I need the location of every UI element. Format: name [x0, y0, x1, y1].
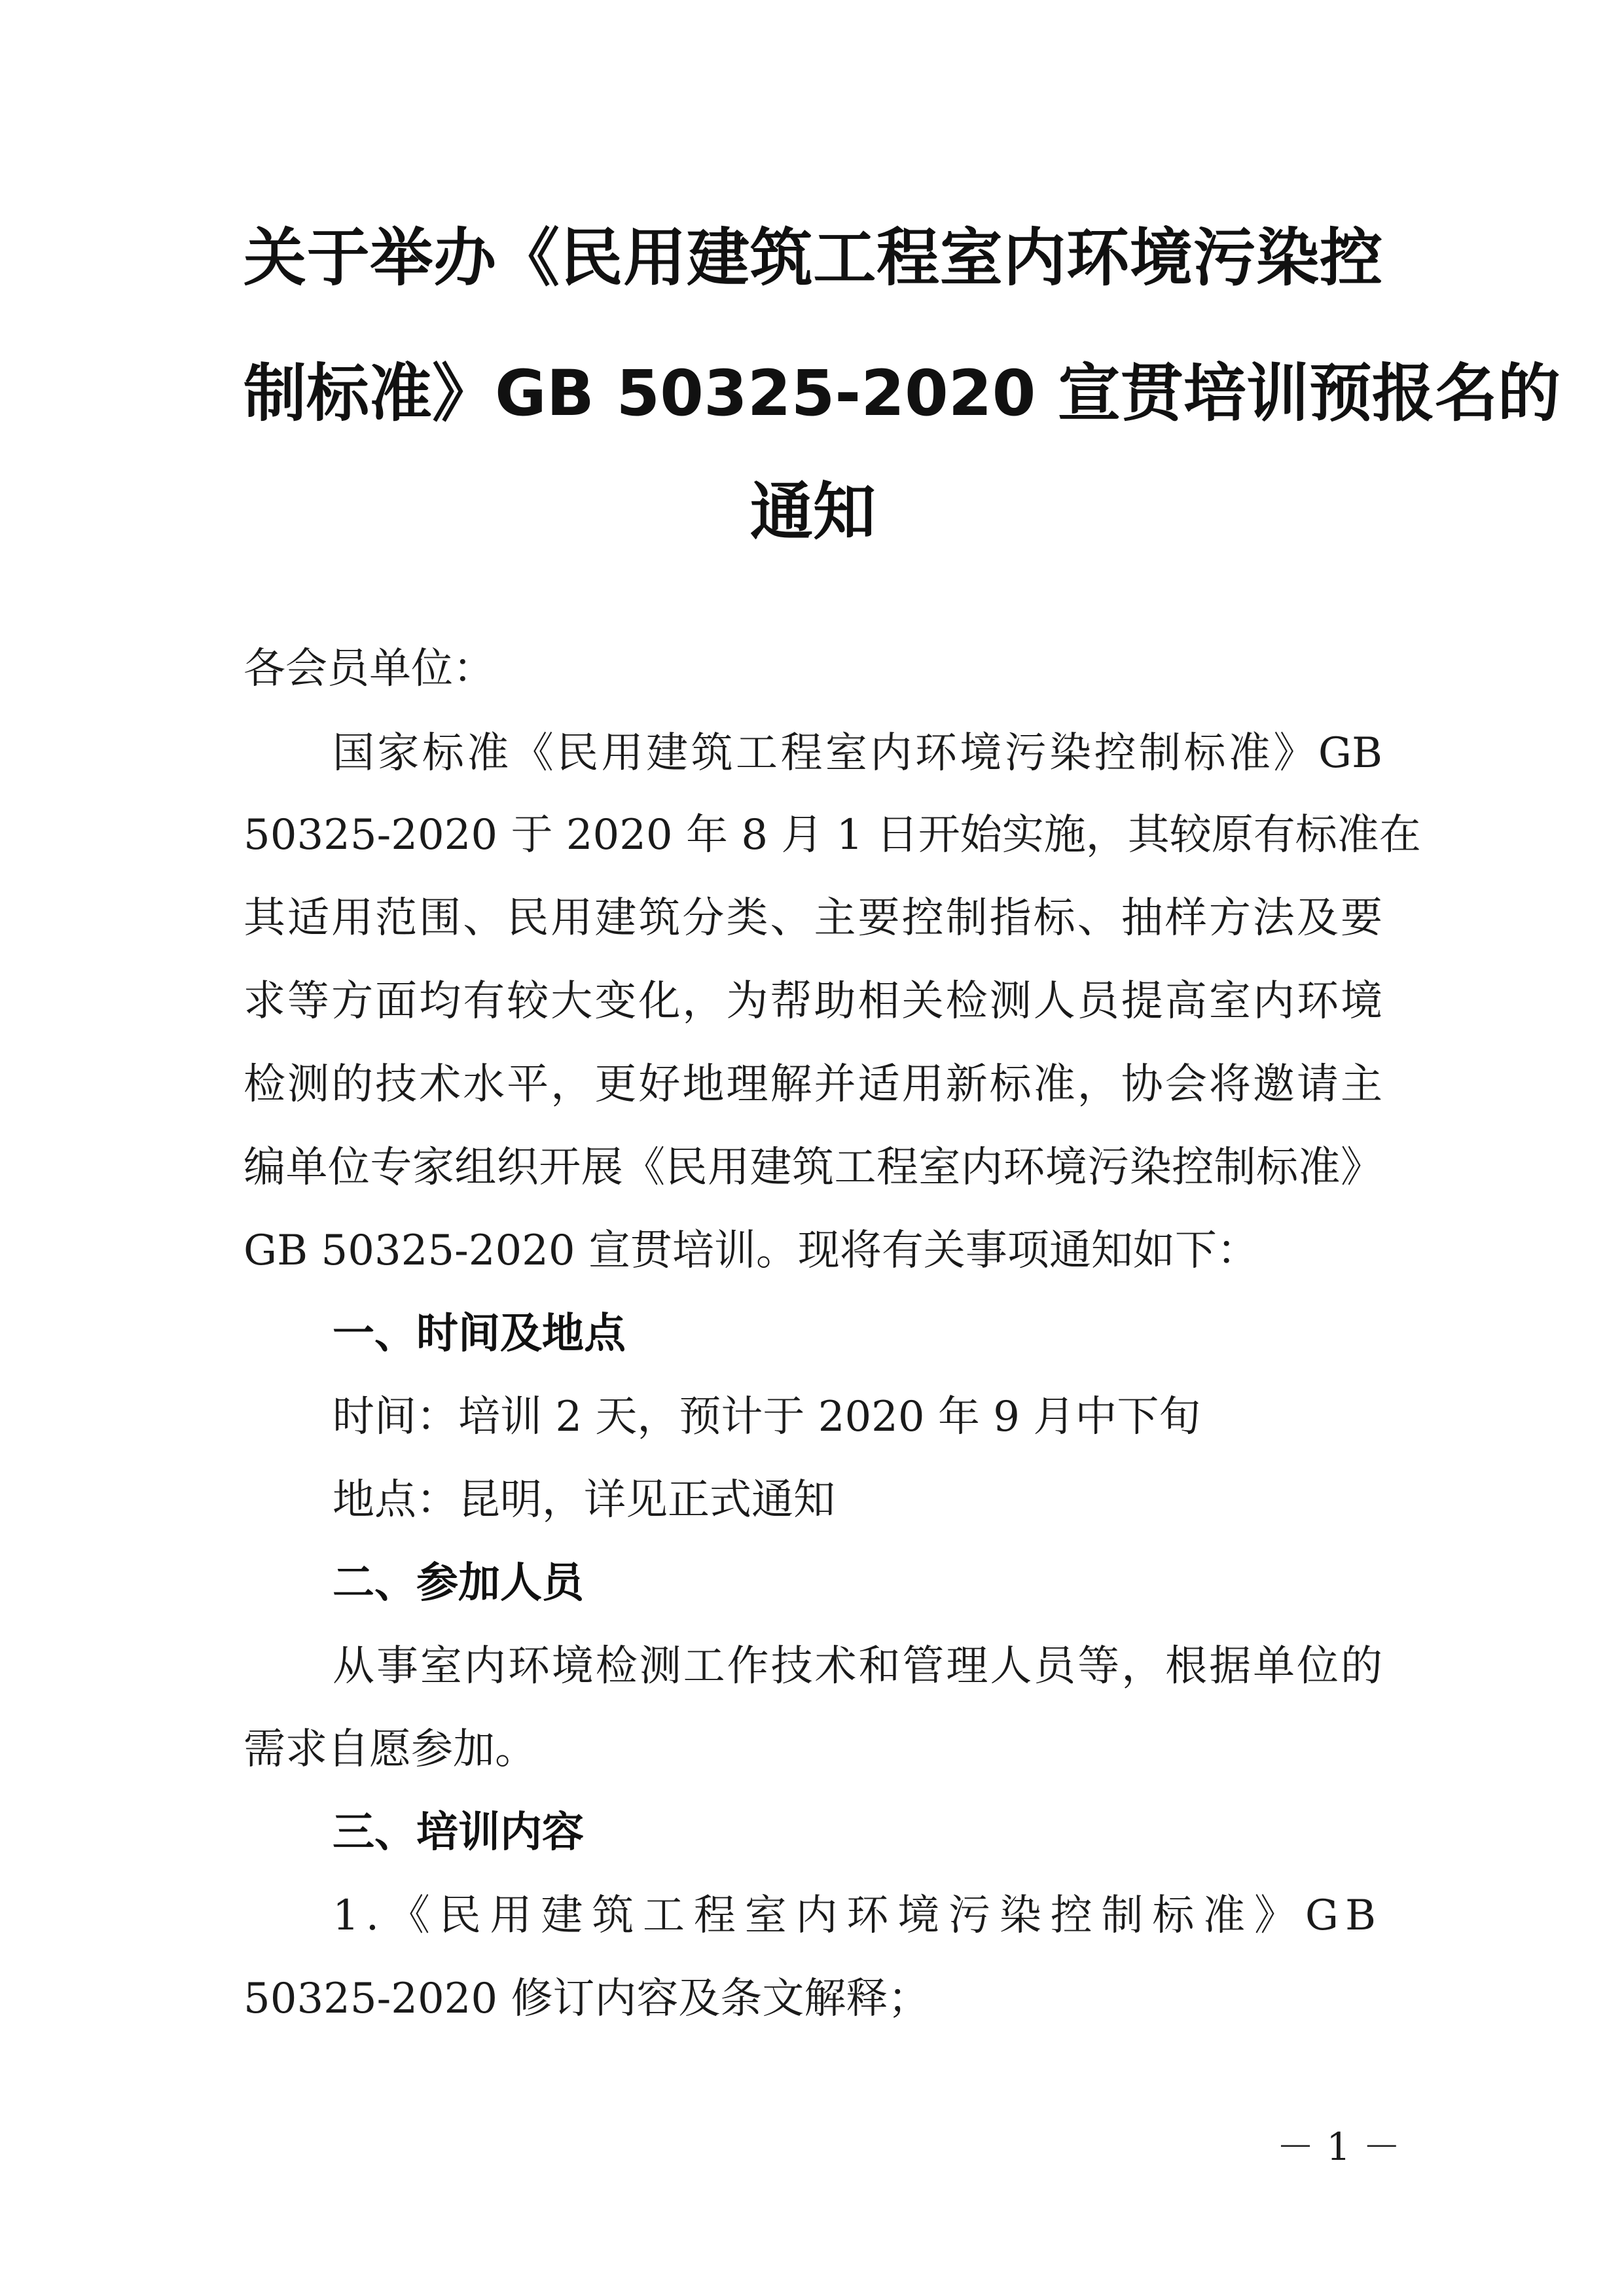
page-number: － 1 － [1276, 2125, 1401, 2169]
training-time: 时间：培训 2 天，预计于 2020 年 9 月中下旬 [333, 1393, 1201, 1441]
training-place: 地点：昆明，详见正式通知 [333, 1476, 835, 1524]
intro-line-7: GB 50325-2020 宣贯培训。现将有关事项通知如下： [244, 1227, 1259, 1275]
document-title-line-2: 制标准》GB 50325-2020 宣贯培训预报名的 [244, 357, 1561, 430]
intro-line-5: 检测的技术水平，更好地理解并适用新标准，协会将邀请主 [244, 1060, 1382, 1109]
section-heading-time-place: 一、时间及地点 [333, 1310, 626, 1358]
intro-line-6: 编单位专家组织开展《民用建筑工程室内环境污染控制标准》 [244, 1143, 1382, 1192]
participants-line-2: 需求自愿参加。 [244, 1725, 537, 1774]
content-item-1-line-1: 1.《民用建筑工程室内环境污染控制标准》GB [333, 1892, 1382, 1940]
intro-line-1: 国家标准《民用建筑工程室内环境污染控制标准》GB [333, 729, 1382, 778]
participants-line-1: 从事室内环境检测工作技术和管理人员等，根据单位的 [333, 1642, 1382, 1691]
intro-line-3: 其适用范围、民用建筑分类、主要控制指标、抽样方法及要 [244, 894, 1382, 942]
document-title-line-1: 关于举办《民用建筑工程室内环境污染控 [244, 221, 1382, 295]
document-title-line-3: 通知 [750, 475, 876, 548]
section-heading-training-content: 三、培训内容 [333, 1808, 584, 1857]
intro-line-4: 求等方面均有较大变化，为帮助相关检测人员提高室内环境 [244, 977, 1382, 1026]
intro-line-2: 50325-2020 于 2020 年 8 月 1 日开始实施，其较原有标准在 [244, 811, 1421, 859]
section-heading-participants: 二、参加人员 [333, 1559, 584, 1607]
salutation: 各会员单位： [244, 645, 495, 693]
content-item-1-line-2: 50325-2020 修订内容及条文解释； [244, 1975, 930, 2023]
